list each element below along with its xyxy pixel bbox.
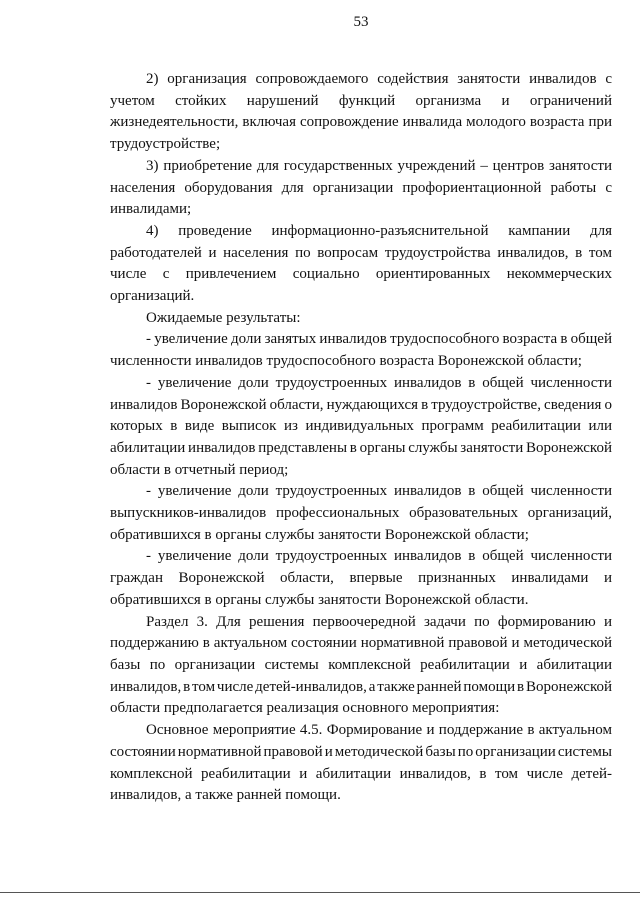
result-item-1: [110, 329, 612, 372]
text-line: обратившихся в органы службы занятости Воронежской области;: [110, 526, 529, 543]
result-item-4: [110, 546, 612, 611]
paragraph-item-4: [110, 221, 612, 308]
text-line: граждан Воронежской области, впервые признанных инвалидами и: [110, 570, 612, 587]
text-line: инвалидов, а также ранней помощи.: [110, 787, 341, 804]
text-line: состоянии нормативной правовой и методической базы по организации системы: [110, 743, 612, 760]
result-item-3: [110, 481, 612, 546]
text-line: области предполагается реализация основного мероприятия:: [110, 700, 500, 717]
text-line: инвалидов, в том числе детей-инвалидов, а также ранней помощи в Воронежской: [110, 678, 612, 695]
text-line: 2) организация сопровождаемого содействия занятости инвалидов с: [146, 71, 612, 87]
text-line: численности инвалидов трудоспособного возраста Воронежской области;: [110, 353, 582, 370]
text-line: - увеличение доли трудоустроенных инвалидов в общей численности: [146, 548, 612, 565]
text-line: области в отчетный период;: [110, 461, 289, 478]
text-line: Основное мероприятие 4.5. Формирование и поддержание в актуальном: [146, 722, 612, 739]
text-line: базы по организации системы комплексной реабилитации и абилитации: [110, 656, 612, 673]
section-3-paragraph: [110, 612, 612, 721]
paragraph-item-3: [110, 156, 612, 221]
page-number: 53: [353, 14, 369, 30]
text-line: выпускников-инвалидов профессиональных образовательных организаций,: [110, 505, 612, 522]
main-activity-4-5-paragraph: [110, 720, 612, 807]
text-line: Ожидаемые результаты:: [146, 309, 301, 326]
text-line: - увеличение доли занятых инвалидов трудоспособного возраста в общей: [146, 331, 612, 348]
paragraph-item-2: [110, 69, 612, 156]
body-text: [110, 69, 612, 807]
text-line: инвалидов Воронежской области, нуждающихся в трудоустройстве, сведения о: [110, 396, 612, 413]
text-line: обратившихся в органы службы занятости Воронежской области.: [110, 591, 529, 608]
text-line: - увеличение доли трудоустроенных инвалидов в общей численности: [146, 483, 612, 500]
text-line: организаций.: [110, 288, 195, 305]
text-line: Раздел 3. Для решения первоочередной задачи по формированию и: [146, 613, 612, 630]
text-line: 4) проведение информационно-разъяснительной кампании для: [146, 222, 612, 239]
text-line: поддержанию в актуальном состоянии нормативной правовой и методической: [110, 635, 612, 652]
text-line: трудоустройстве;: [110, 136, 221, 153]
text-line: инвалидами;: [110, 201, 192, 218]
text-line: населения оборудования для организации профориентационной работы с: [110, 179, 612, 196]
text-line: - увеличение доли трудоустроенных инвалидов в общей численности: [146, 374, 612, 391]
result-item-2: [110, 373, 612, 482]
expected-results-heading: [110, 308, 612, 330]
text-line: числе с привлечением социально ориентированных некоммерческих: [110, 266, 612, 283]
text-line: которых в виде выписок из индивидуальных программ реабилитации или: [110, 418, 612, 435]
text-line: жизнедеятельности, включая сопровождение инвалида молодого возраста при: [110, 114, 612, 131]
text-line: работодателей и населения по вопросам трудоустройства инвалидов, в том: [110, 244, 612, 261]
scan-edge-line: [0, 892, 640, 893]
text-line: комплексной реабилитации и абилитации инвалидов, в том числе детей-: [110, 765, 612, 782]
text-line: 3) приобретение для государственных учреждений – центров занятости: [146, 157, 612, 174]
text-line: учетом стойких нарушений функций организма и ограничений: [110, 92, 612, 109]
text-line: абилитации инвалидов представлены в органы службы занятости Воронежской: [110, 439, 612, 456]
